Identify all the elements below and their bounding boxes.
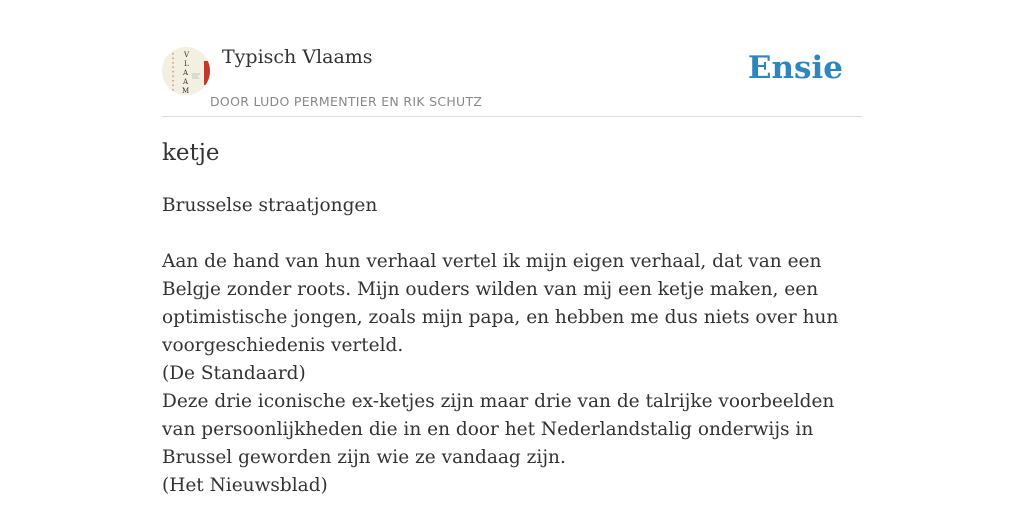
svg-text:A: A	[183, 78, 189, 86]
example-quote: Aan de hand van hun verhaal vertel ik mijn eigen verhaal, dat van een Belgje zonder roots. Mijn ouders wilden van mij een ketje maken, een optimistische jongen, zoals mijn papa, en hebben me dus niets over hun voorgeschiedenis verteld.	[162, 251, 839, 356]
example-quote: Deze drie iconische ex-ketjes zijn maar drie van de talrijke voorbeelden van persoonlijkheden die in en door het Nederlandstalig onderwijs in Brussel geworden zijn wie ze vandaag zijn.	[162, 391, 835, 468]
example-source: (De Standaard)	[162, 363, 306, 384]
book-cover-icon[interactable]	[162, 47, 210, 95]
entry-content	[162, 192, 842, 500]
svg-text:A: A	[183, 69, 189, 77]
brand-logo[interactable]: Ensie	[747, 50, 843, 86]
svg-text:V: V	[184, 51, 190, 59]
site-header	[162, 44, 862, 117]
example-source: (Het Nieuwsblad)	[162, 475, 328, 496]
svg-text:L: L	[184, 60, 189, 68]
svg-text:M: M	[182, 87, 190, 95]
entry-term: ketje	[162, 140, 220, 166]
book-title[interactable]: Typisch Vlaams	[222, 46, 373, 68]
book-authors: DOOR LUDO PERMENTIER EN RIK SCHUTZ	[210, 94, 483, 109]
entry-definition: Brusselse straatjongen	[162, 195, 378, 216]
